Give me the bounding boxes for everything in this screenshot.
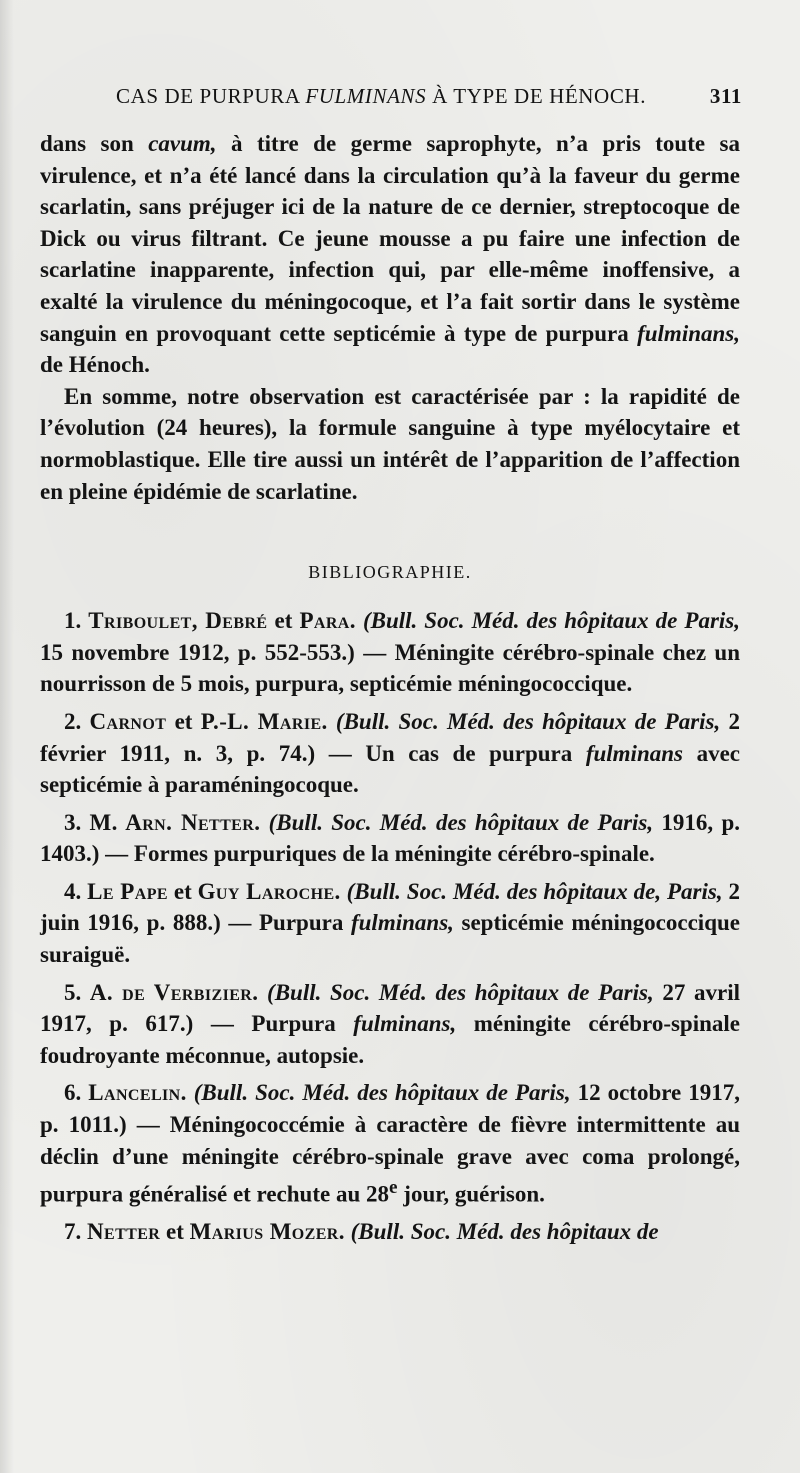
page-number: 311 — [709, 84, 742, 108]
bibliography-entry-3: 3. M. Arn. Netter. (Bull. Soc. Méd. des hôpitaux de Paris, 1916, p. 1403.) — Formes purpuriques de la méningite cérébro-spinale. — [40, 809, 740, 867]
body-text — [40, 128, 740, 1254]
bibliography-entry-7: 7. Netter et Marius Mozer. (Bull. Soc. Méd. des hôpitaux de — [64, 1219, 659, 1245]
paragraph-continued: dans son cavum, à titre de germe saprophyte, n’a pris toute sa virulence, et n’a été lancé dans la circulation qu’à la faveur du germe scarlatin, sans préjuger ici de la nature de ce dernier, streptocoque de Dick ou virus filtrant. Ce jeune mousse a pu faire une infection de scarlatine inapparente, infection qui, par elle-même inoffensive, a exalté la virulence du méningocoque, et l’a fait sortir dans le système sanguin en provoquant cette septicémie à type de purpura fulminans, de Hénoch. — [40, 131, 740, 378]
running-title-italic: FULMINANS — [305, 84, 427, 108]
bibliography-entry-2: 2. Carnot et P.-L. Marie. (Bull. Soc. Méd. des hôpitaux de Paris, 2 février 1911, n. 3, p. 74.) — Un cas de purpura fulminans avec septicémie à paraméningocoque. — [40, 708, 741, 798]
bibliography-entry-4: 4. Le Pape et Guy Laroche. (Bull. Soc. Méd. des hôpitaux de, Paris, 2 juin 1916, p. 888.) — Purpura fulminans, septicémie méningococcique suraiguë. — [40, 878, 741, 968]
bibliography-entry-5: 5. A. de Verbizier. (Bull. Soc. Méd. des hôpitaux de Paris, 27 avril 1917, p. 617.) — Purpura fulminans, méningite cérébro-spinale foudroyante méconnue, autopsie. — [40, 979, 741, 1068]
bibliography-entry-1: 1. Triboulet, Debré et Para. (Bull. Soc. Méd. des hôpitaux de Paris, 15 novembre 1912, p. 552-553.) — Méningite cérébro-spinale chez un nourrisson de 5 mois, purpura, septicémie méningococcique. — [40, 608, 740, 697]
running-header — [116, 84, 742, 114]
bibliography-heading: BIBLIOGRAPHIE. — [308, 562, 472, 583]
bibliography-entry-6: 6. Lancelin. (Bull. Soc. Méd. des hôpitaux de Paris, 12 octobre 1917, p. 1011.) — Méningococcémie à caractère de fièvre intermittente au déclin d’une méningite cérébro-spinale grave avec coma prolongé, purpura généralisé et rechute au 28e jour, guérison. — [40, 1080, 740, 1207]
paragraph-summary: En somme, notre observation est caractérisée par : la rapidité de l’évolution (24 heures), la formule sanguine à type myélocytaire et normoblastique. Elle tire aussi un intérêt de l’apparition de l’affection en pleine épidémie de scarlatine. — [40, 383, 740, 504]
running-title: CAS DE PURPURA FULMINANS À TYPE DE HÉNOCH. — [116, 84, 647, 108]
